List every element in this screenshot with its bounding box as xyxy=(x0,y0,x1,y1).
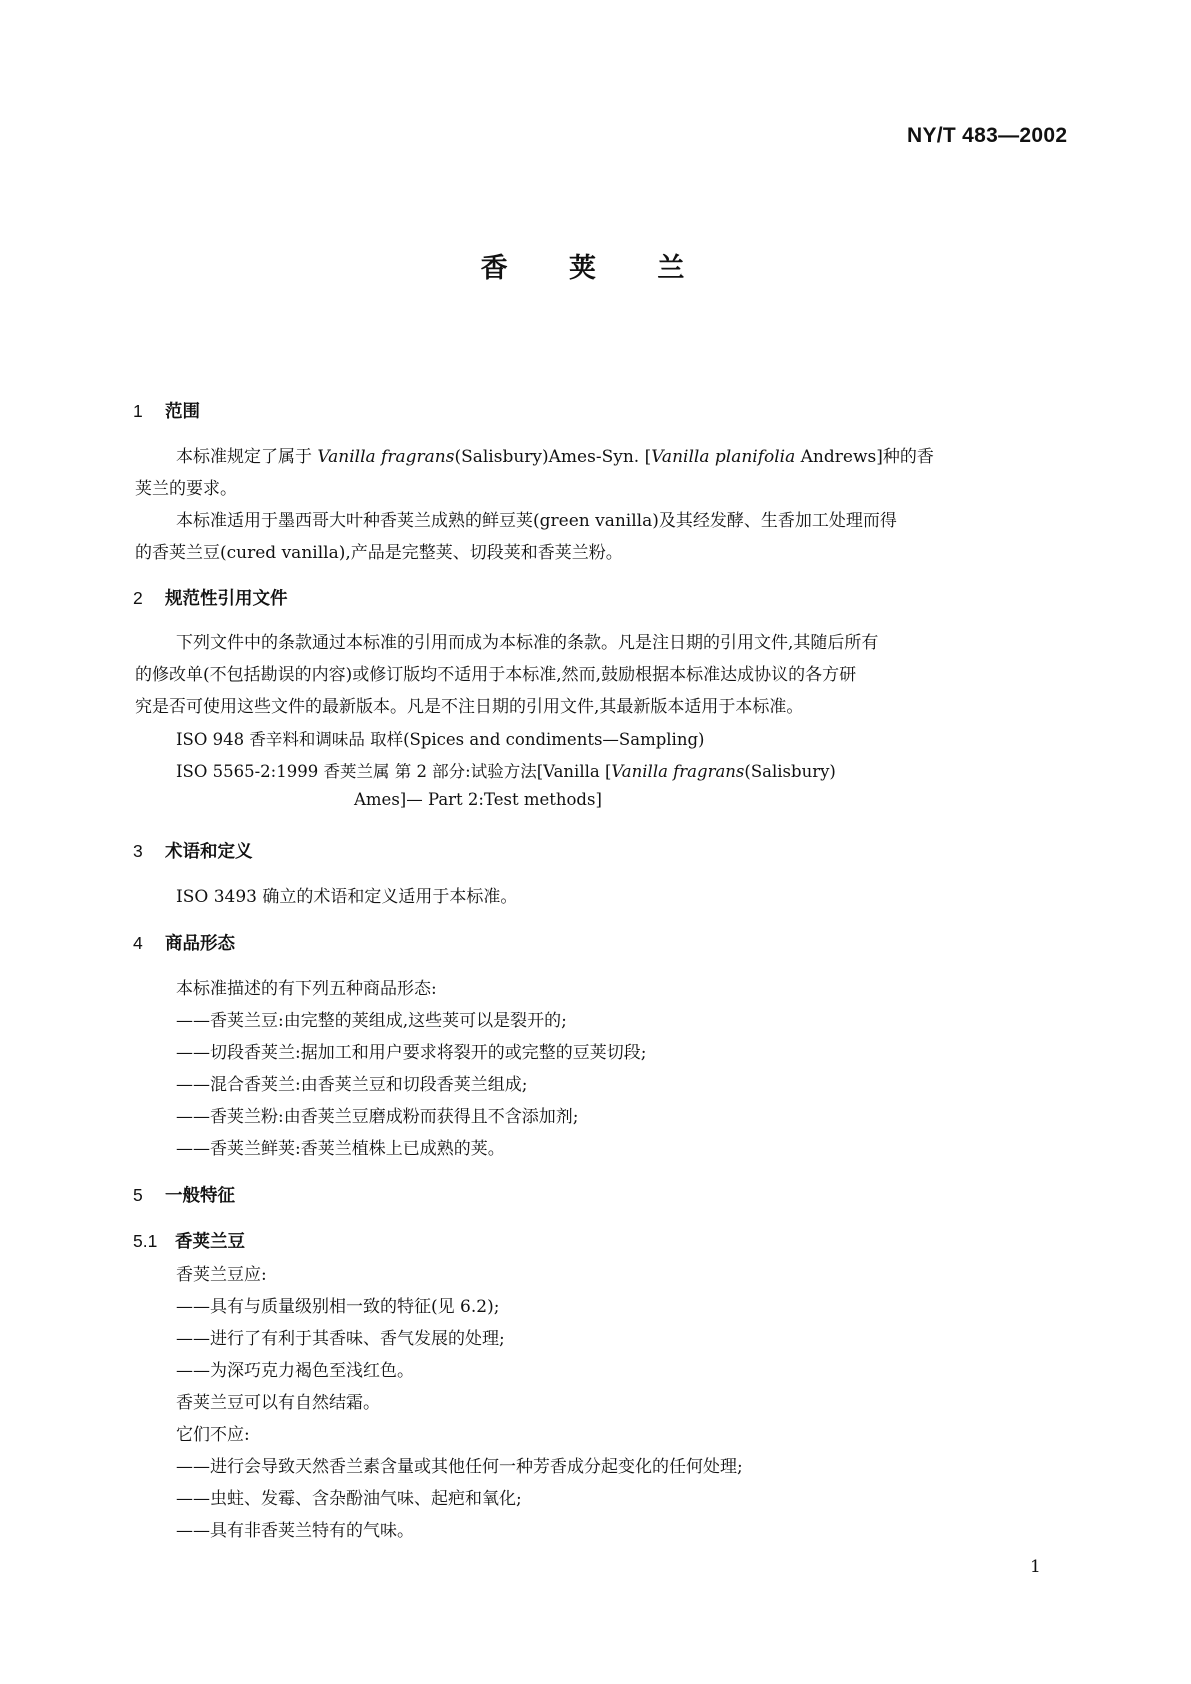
s5-1-frost-note: 香荚兰豆可以有自然结霜。 xyxy=(176,1393,380,1413)
text-run: Andrews]种的香 xyxy=(795,447,934,467)
section-number: 4 xyxy=(133,933,143,953)
s1-paragraph-2-line-1: 本标准适用于墨西哥大叶种香荚兰成熟的鲜豆荚(green vanilla)及其经发酵、生香加工处理而得 xyxy=(176,511,897,531)
section-title: 术语和定义 xyxy=(165,841,253,861)
section-title: 香荚兰豆 xyxy=(175,1231,245,1251)
list-item: ——混合香荚兰:由香荚兰豆和切段香荚兰组成; xyxy=(176,1075,528,1095)
reference-iso-948: ISO 948 香辛料和调味品 取样(Spices and condiments—Sampling) xyxy=(176,730,705,749)
document-title: 香 荚 兰 xyxy=(480,253,711,284)
section-5-heading xyxy=(133,1182,235,1207)
s5-1-intro: 香荚兰豆应: xyxy=(176,1265,267,1285)
page-number: 1 xyxy=(1030,1557,1041,1577)
list-item: ——香荚兰粉:由香荚兰豆磨成粉而获得且不含添加剂; xyxy=(176,1107,579,1127)
s1-paragraph-1-line-1 xyxy=(176,442,934,467)
s1-paragraph-1-line-2: 荚兰的要求。 xyxy=(135,479,237,499)
list-item: ——为深巧克力褐色至浅红色。 xyxy=(176,1361,414,1381)
section-3-heading xyxy=(133,838,253,863)
list-item: ——具有非香荚兰特有的气味。 xyxy=(176,1521,414,1541)
section-title: 一般特征 xyxy=(165,1185,235,1205)
text-run: ISO 5565-2:1999 香荚兰属 第 2 部分:试验方法[Vanilla [ xyxy=(176,762,612,781)
s3-paragraph: ISO 3493 确立的术语和定义适用于本标准。 xyxy=(176,887,518,907)
text-run: 本标准规定了属于 xyxy=(176,447,312,467)
s4-intro: 本标准描述的有下列五种商品形态: xyxy=(176,979,437,999)
s2-paragraph-line-1: 下列文件中的条款通过本标准的引用而成为本标准的条款。凡是注日期的引用文件,其随后所有 xyxy=(176,633,879,653)
section-number: 2 xyxy=(133,588,143,608)
list-item: ——进行会导致天然香兰素含量或其他任何一种芳香成分起变化的任何处理; xyxy=(176,1457,743,1477)
list-item: ——切段香荚兰:据加工和用户要求将裂开的或完整的豆荚切段; xyxy=(176,1043,647,1063)
section-1-heading xyxy=(133,398,200,423)
standard-number: NY/T 483—2002 xyxy=(907,124,1068,147)
section-2-heading xyxy=(133,585,288,610)
list-item: ——进行了有利于其香味、香气发展的处理; xyxy=(176,1329,505,1349)
section-number: 5.1 xyxy=(133,1231,158,1251)
s1-paragraph-2-line-2: 的香荚兰豆(cured vanilla),产品是完整荚、切段荚和香荚兰粉。 xyxy=(135,543,623,563)
s2-paragraph-line-3: 究是否可使用这些文件的最新版本。凡是不注日期的引用文件,其最新版本适用于本标准。 xyxy=(135,697,804,717)
synonym-name: Vanilla planifolia xyxy=(651,447,796,467)
s5-1-not-intro: 它们不应: xyxy=(176,1425,250,1445)
list-item: ——香荚兰豆:由完整的荚组成,这些荚可以是裂开的; xyxy=(176,1011,567,1031)
section-number: 3 xyxy=(133,841,143,861)
section-title: 规范性引用文件 xyxy=(165,588,288,608)
list-item: ——虫蛀、发霉、含杂酚油气味、起疤和氧化; xyxy=(176,1489,522,1509)
list-item: ——具有与质量级别相一致的特征(见 6.2); xyxy=(176,1297,500,1317)
reference-iso-5565-2-line-2: Ames]— Part 2:Test methods] xyxy=(354,790,602,809)
text-run: (Salisbury) xyxy=(744,762,836,781)
s2-paragraph-line-2: 的修改单(不包括勘误的内容)或修订版均不适用于本标准,然而,鼓励根据本标准达成协议的各方研 xyxy=(135,665,857,685)
section-title: 范围 xyxy=(165,401,200,421)
section-number: 1 xyxy=(133,401,143,421)
text-run: (Salisbury)Ames-Syn. [ xyxy=(454,447,652,467)
list-item: ——香荚兰鲜荚:香荚兰植株上已成熟的荚。 xyxy=(176,1139,505,1159)
section-title: 商品形态 xyxy=(165,933,235,953)
species-name: Vanilla fragrans xyxy=(317,447,455,467)
section-number: 5 xyxy=(133,1185,143,1205)
section-4-heading xyxy=(133,930,235,955)
species-name: Vanilla fragrans xyxy=(611,762,745,781)
reference-iso-5565-2 xyxy=(176,758,836,782)
section-5-1-heading xyxy=(133,1228,245,1253)
